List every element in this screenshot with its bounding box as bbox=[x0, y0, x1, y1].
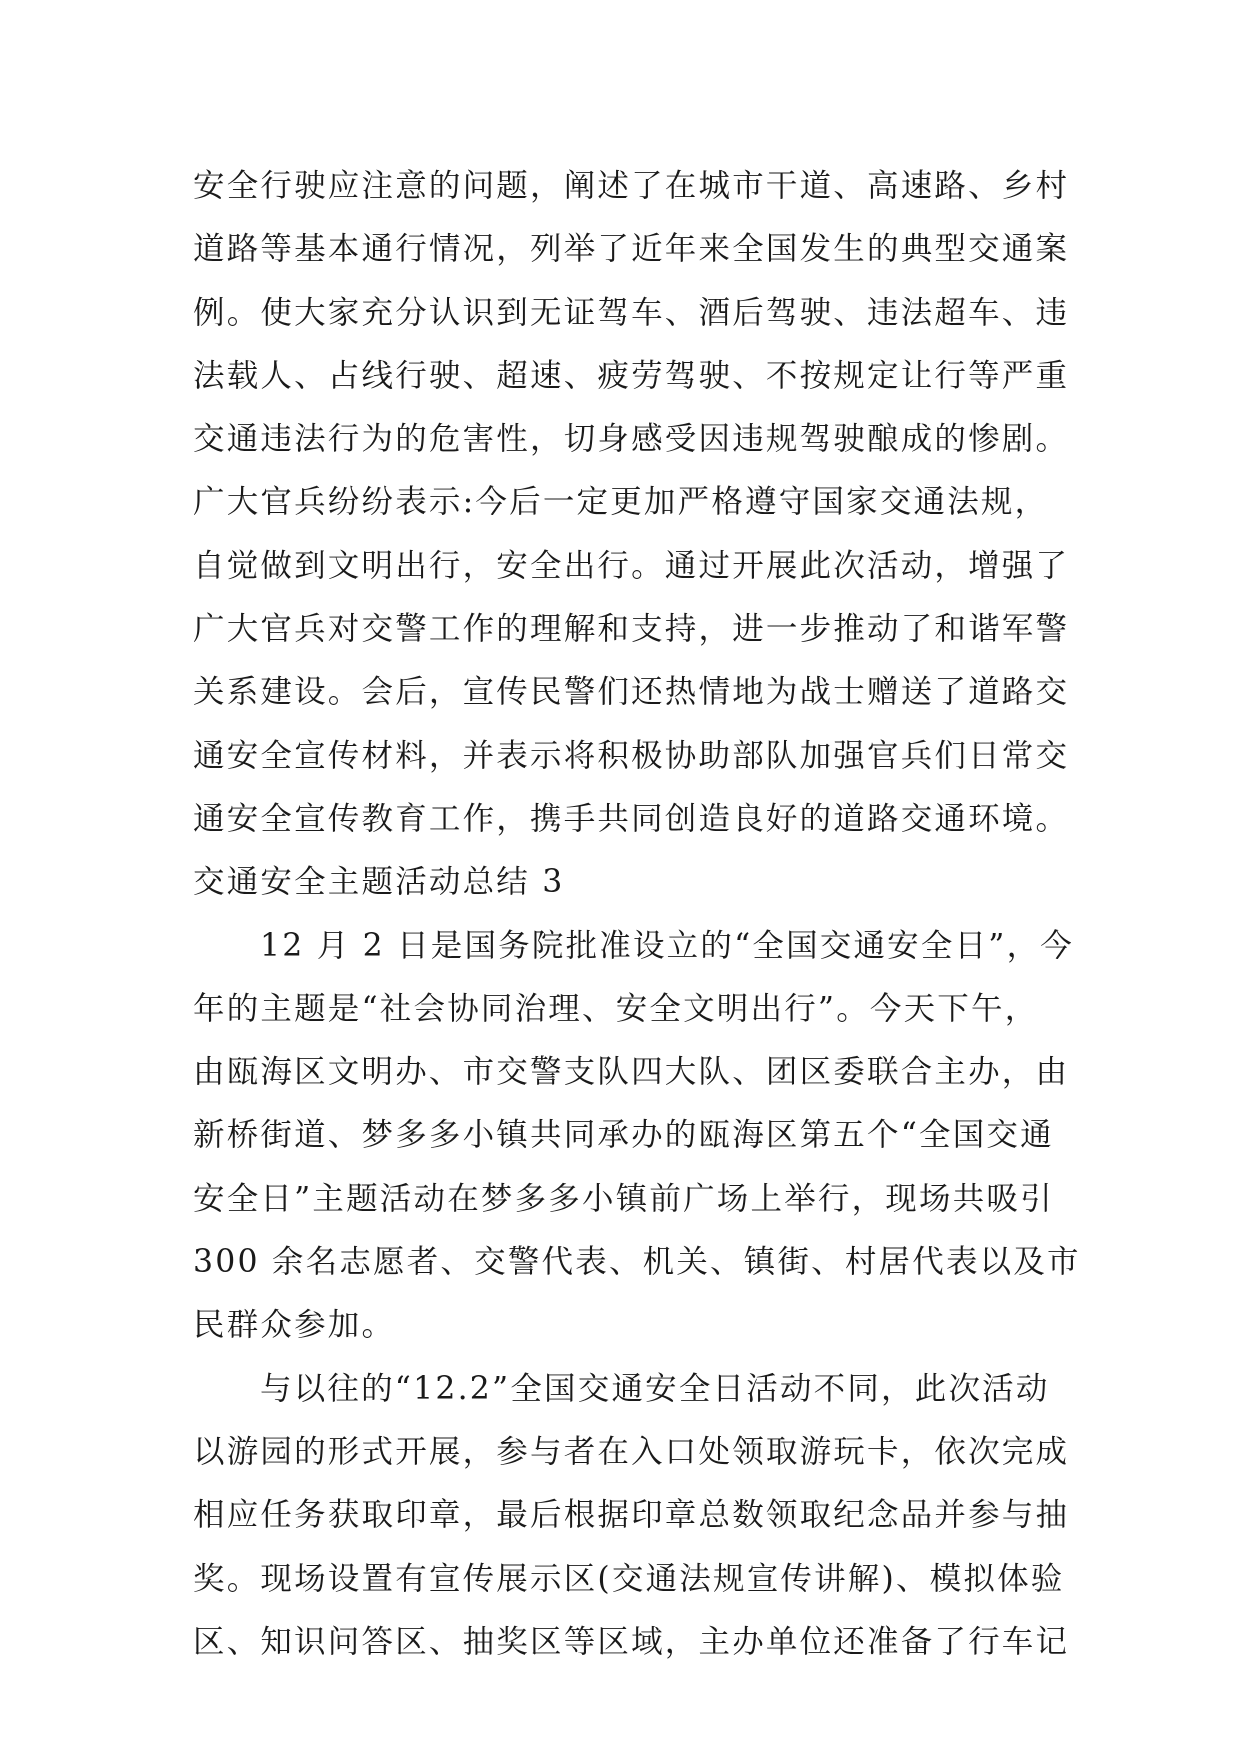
body-line: 关系建设。会后，宣传民警们还热情地为战士赠送了道路交 bbox=[193, 674, 1070, 711]
body-line: 通安全宣传材料，并表示将积极协助部队加强官兵们日常交 bbox=[193, 737, 1070, 774]
body-line: 广大官兵对交警工作的理解和支持，进一步推动了和谐军警 bbox=[193, 611, 1070, 648]
body-line: 交通违法行为的危害性，切身感受因违规驾驶酿成的惨剧。 bbox=[193, 421, 1070, 458]
paragraph-first-line: 12 月 2 日是国务院批准设立的“全国交通安全日”，今 bbox=[260, 927, 1074, 964]
body-line: 以游园的形式开展，参与者在入口处领取游玩卡，依次完成 bbox=[193, 1433, 1070, 1470]
paragraph-first-line: 与以往的“12.2”全国交通安全日活动不同，此次活动 bbox=[260, 1370, 1050, 1407]
body-line: 300 余名志愿者、交警代表、机关、镇街、村居代表以及市 bbox=[193, 1244, 1081, 1281]
body-line: 年的主题是“社会协同治理、安全文明出行”。今天下午， bbox=[193, 990, 1039, 1027]
body-line: 道路等基本通行情况，列举了近年来全国发生的典型交通案 bbox=[193, 231, 1070, 268]
body-line: 例。使大家充分认识到无证驾车、酒后驾驶、违法超车、违 bbox=[193, 294, 1070, 331]
document-body bbox=[193, 155, 1081, 1674]
body-line: 安全行驶应注意的问题，阐述了在城市干道、高速路、乡村 bbox=[193, 168, 1070, 204]
body-line: 通安全宣传教育工作，携手共同创造良好的道路交通环境。 bbox=[193, 800, 1070, 837]
body-line: 相应任务获取印章，最后根据印章总数领取纪念品并参与抽 bbox=[193, 1497, 1070, 1534]
body-line: 广大官兵纷纷表示:今后一定更加严格遵守国家交通法规， bbox=[193, 484, 1049, 521]
body-line: 民群众参加。 bbox=[193, 1307, 396, 1344]
body-line: 区、知识问答区、抽奖区等区域，主办单位还准备了行车记 bbox=[193, 1623, 1070, 1660]
body-line: 新桥街道、梦多多小镇共同承办的瓯海区第五个“全国交通 bbox=[193, 1117, 1054, 1154]
body-line: 自觉做到文明出行，安全出行。通过开展此次活动，增强了 bbox=[193, 547, 1070, 584]
body-line: 法载人、占线行驶、超速、疲劳驾驶、不按规定让行等严重 bbox=[193, 357, 1070, 394]
body-line: 安全日”主题活动在梦多多小镇前广场上举行，现场共吸引 bbox=[193, 1180, 1054, 1217]
body-line: 由瓯海区文明办、市交警支队四大队、团区委联合主办，由 bbox=[193, 1054, 1070, 1091]
section-heading: 交通安全主题活动总结 3 bbox=[193, 864, 565, 901]
body-line: 奖。现场设置有宣传展示区(交通法规宣传讲解)、模拟体验 bbox=[193, 1560, 1065, 1597]
